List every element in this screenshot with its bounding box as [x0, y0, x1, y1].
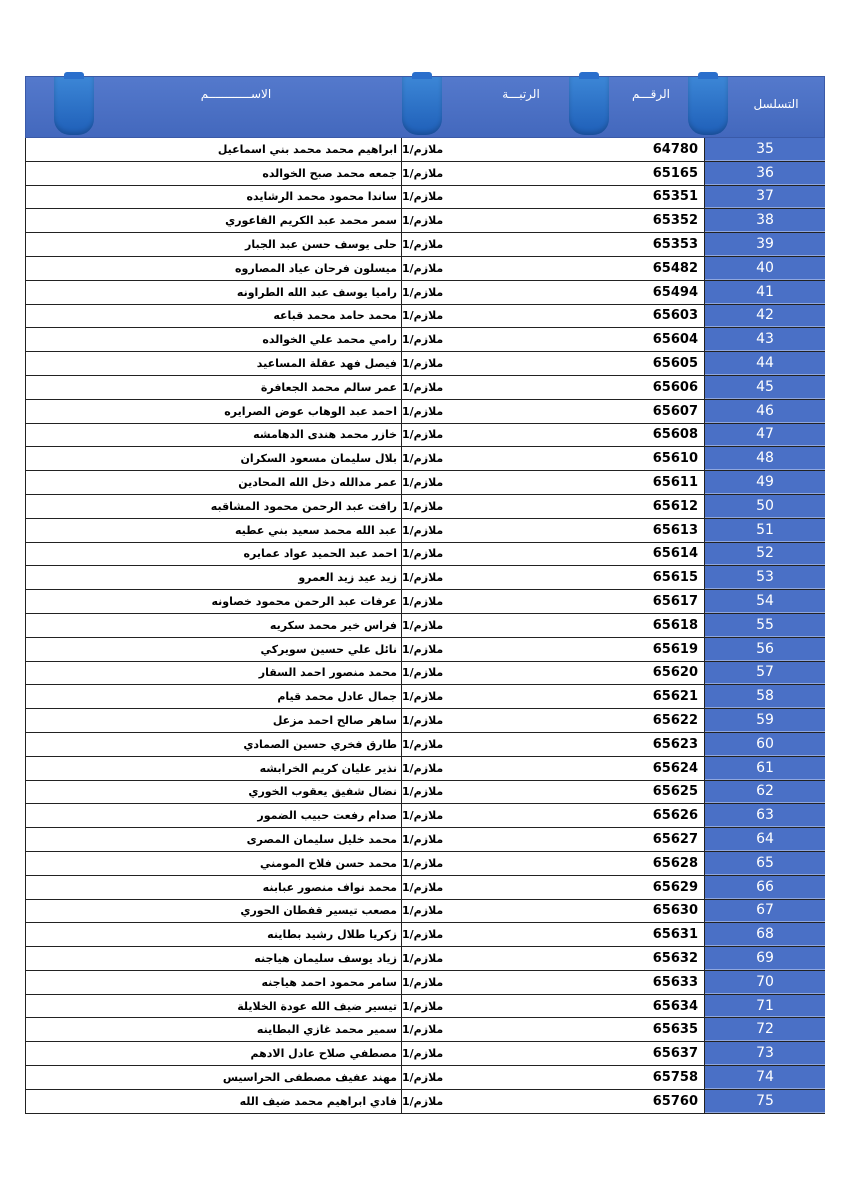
number-cell: 65758: [597, 1066, 705, 1089]
number-cell: 65760: [597, 1090, 705, 1113]
sequence-cell: 72: [705, 1018, 825, 1041]
table-row: [25, 305, 825, 329]
sequence-cell: 43: [705, 328, 825, 351]
table-row: [25, 186, 825, 210]
rank-cell: ملازم/1: [402, 261, 444, 275]
name-cell: ابراهيم محمد محمد بني اسماعيل: [25, 138, 402, 161]
table-row: [25, 662, 825, 686]
name-cell: احمد عبد الوهاب عوض الصرايره: [25, 400, 402, 423]
number-cell: 65619: [597, 638, 705, 661]
number-cell: 65604: [597, 328, 705, 351]
name-cell: محمد حسن فلاح المومني: [25, 852, 402, 875]
table-row: [25, 1042, 825, 1066]
table-row: [25, 400, 825, 424]
sequence-cell: 38: [705, 209, 825, 232]
table-row: [25, 923, 825, 947]
name-cell: نائل علي حسين سويركي: [25, 638, 402, 661]
rank-cell: ملازم/1: [402, 190, 444, 204]
table-row: [25, 424, 825, 448]
number-cell: 65626: [597, 804, 705, 827]
name-cell: زياد يوسف سليمان هياجنه: [25, 947, 402, 970]
rank-cell: ملازم/1: [402, 690, 444, 704]
number-cell: 65637: [597, 1042, 705, 1065]
sequence-cell: 36: [705, 162, 825, 185]
name-cell: راميا يوسف عبد الله الطراونه: [25, 281, 402, 304]
table-row: [25, 257, 825, 281]
sequence-cell: 56: [705, 638, 825, 661]
name-cell: فيصل فهد عقلة المساعيد: [25, 352, 402, 375]
name-cell: محمد نواف منصور عبابنه: [25, 876, 402, 899]
number-cell: 65165: [597, 162, 705, 185]
name-cell: محمد خليل سليمان المصرى: [25, 828, 402, 851]
name-cell: رافت عبد الرحمن محمود المشاقبه: [25, 495, 402, 518]
table-row: [25, 495, 825, 519]
rank-cell: ملازم/1: [402, 499, 444, 513]
rank-cell: ملازم/1: [402, 904, 444, 918]
rank-cell: ملازم/1: [402, 571, 444, 585]
sequence-cell: 65: [705, 852, 825, 875]
rank-cell: ملازم/1: [402, 1070, 444, 1084]
name-cell: سمر محمد عبد الكريم الفاعوري: [25, 209, 402, 232]
name-cell: ميسلون فرحان عياد المصاروه: [25, 257, 402, 280]
table-row: [25, 685, 825, 709]
sequence-cell: 51: [705, 519, 825, 542]
rank-cell: ملازم/1: [402, 380, 444, 394]
table-row: [25, 1018, 825, 1042]
name-cell: زيد عيد زيد العمرو: [25, 566, 402, 589]
rank-cell: ملازم/1: [402, 618, 444, 632]
rank-cell: ملازم/1: [402, 714, 444, 728]
roster-table: [25, 76, 825, 1114]
number-cell: 65605: [597, 352, 705, 375]
name-cell: مصعب تيسير قفطان الحوري: [25, 900, 402, 923]
number-cell: 65620: [597, 662, 705, 685]
table-row: [25, 447, 825, 471]
table-row: [25, 781, 825, 805]
sequence-cell: 37: [705, 186, 825, 209]
name-cell: بلال سليمان مسعود السكران: [25, 447, 402, 470]
sequence-cell: 46: [705, 400, 825, 423]
rank-cell: ملازم/1: [402, 404, 444, 418]
number-cell: 65352: [597, 209, 705, 232]
table-row: [25, 352, 825, 376]
rank-cell: ملازم/1: [402, 999, 444, 1013]
table-row: [25, 328, 825, 352]
rank-cell: ملازم/1: [402, 238, 444, 252]
table-row: [25, 733, 825, 757]
name-cell: عمر سالم محمد الجعافرة: [25, 376, 402, 399]
rank-cell: ملازم/1: [402, 1023, 444, 1037]
name-cell: حلى يوسف حسن عبد الجبار: [25, 233, 402, 256]
table-row: [25, 519, 825, 543]
sequence-cell: 58: [705, 685, 825, 708]
sequence-cell: 54: [705, 590, 825, 613]
number-cell: 65613: [597, 519, 705, 542]
sequence-cell: 45: [705, 376, 825, 399]
table-row: [25, 638, 825, 662]
sequence-cell: 60: [705, 733, 825, 756]
name-cell: نضال شفيق يعقوب الخوري: [25, 781, 402, 804]
name-cell: سامر محمود احمد هياجنه: [25, 971, 402, 994]
sequence-cell: 57: [705, 662, 825, 685]
sequence-cell: 39: [705, 233, 825, 256]
number-cell: 65494: [597, 281, 705, 304]
table-row: [25, 471, 825, 495]
number-cell: 65608: [597, 424, 705, 447]
rank-cell: ملازم/1: [402, 951, 444, 965]
rank-cell: ملازم/1: [402, 214, 444, 228]
sequence-cell: 69: [705, 947, 825, 970]
number-cell: 65631: [597, 923, 705, 946]
sequence-cell: 35: [705, 138, 825, 161]
table-row: [25, 281, 825, 305]
table-row: [25, 209, 825, 233]
rank-cell: ملازم/1: [402, 761, 444, 775]
table-row: [25, 1066, 825, 1090]
number-cell: 65627: [597, 828, 705, 851]
rank-cell: ملازم/1: [402, 333, 444, 347]
name-cell: طارق فخري حسين الصمادي: [25, 733, 402, 756]
header-number: الرقـــم: [632, 87, 670, 101]
number-cell: 65611: [597, 471, 705, 494]
name-cell: نذير عليان كريم الخرابشه: [25, 757, 402, 780]
sequence-cell: 52: [705, 543, 825, 566]
rank-cell: ملازم/1: [402, 476, 444, 490]
rank-cell: ملازم/1: [402, 737, 444, 751]
number-cell: 65618: [597, 614, 705, 637]
rank-cell: ملازم/1: [402, 357, 444, 371]
number-cell: 65615: [597, 566, 705, 589]
name-cell: عمر مدالله دخل الله المحادين: [25, 471, 402, 494]
header-tab-decoration: [402, 77, 442, 135]
number-cell: 65621: [597, 685, 705, 708]
number-cell: 65624: [597, 757, 705, 780]
rank-cell: ملازم/1: [402, 285, 444, 299]
number-cell: 65634: [597, 995, 705, 1018]
number-cell: 65607: [597, 400, 705, 423]
rank-cell: ملازم/1: [402, 166, 444, 180]
header-sequence: التسلسل: [753, 97, 799, 111]
table-row: [25, 590, 825, 614]
name-cell: محمد حامد محمد قباعه: [25, 305, 402, 328]
name-cell: تيسير ضيف الله عودة الخلايلة: [25, 995, 402, 1018]
sequence-cell: 71: [705, 995, 825, 1018]
name-cell: محمد منصور احمد السقار: [25, 662, 402, 685]
sequence-cell: 40: [705, 257, 825, 280]
sequence-cell: 50: [705, 495, 825, 518]
table-row: [25, 233, 825, 257]
table-row: [25, 900, 825, 924]
table-row: [25, 614, 825, 638]
sequence-cell: 68: [705, 923, 825, 946]
rank-cell: ملازم/1: [402, 1094, 444, 1108]
table-row: [25, 876, 825, 900]
name-cell: احمد عبد الحميد عواد عمايره: [25, 543, 402, 566]
sequence-cell: 75: [705, 1090, 825, 1113]
name-cell: مصطفي صلاح عادل الادهم: [25, 1042, 402, 1065]
number-cell: 64780: [597, 138, 705, 161]
name-cell: عرفات عبد الرحمن محمود خصاونه: [25, 590, 402, 613]
sequence-cell: 70: [705, 971, 825, 994]
sequence-cell: 73: [705, 1042, 825, 1065]
name-cell: جمعه محمد صبح الخوالده: [25, 162, 402, 185]
sequence-cell: 49: [705, 471, 825, 494]
sequence-cell: 59: [705, 709, 825, 732]
number-cell: 65482: [597, 257, 705, 280]
number-cell: 65353: [597, 233, 705, 256]
number-cell: 65635: [597, 1018, 705, 1041]
rank-cell: ملازم/1: [402, 785, 444, 799]
number-cell: 65630: [597, 900, 705, 923]
number-cell: 65603: [597, 305, 705, 328]
table-row: [25, 1090, 825, 1114]
name-cell: جمال عادل محمد قيام: [25, 685, 402, 708]
number-cell: 65632: [597, 947, 705, 970]
sequence-cell: 63: [705, 804, 825, 827]
name-cell: زكريا طلال رشيد بطاينه: [25, 923, 402, 946]
sequence-cell: 64: [705, 828, 825, 851]
rank-cell: ملازم/1: [402, 928, 444, 942]
table-row: [25, 376, 825, 400]
table-row: [25, 543, 825, 567]
sequence-cell: 62: [705, 781, 825, 804]
number-cell: 65628: [597, 852, 705, 875]
rank-cell: ملازم/1: [402, 880, 444, 894]
header-name: الاســــــــــــم: [200, 87, 272, 101]
name-cell: سمير محمد غازي البطاينه: [25, 1018, 402, 1041]
table-row: [25, 947, 825, 971]
number-cell: 65612: [597, 495, 705, 518]
table-body: [25, 138, 825, 1114]
table-header: [25, 76, 825, 138]
name-cell: عبد الله محمد سعيد بني عطيه: [25, 519, 402, 542]
number-cell: 65614: [597, 543, 705, 566]
table-row: [25, 804, 825, 828]
rank-cell: ملازم/1: [402, 523, 444, 537]
name-cell: مهند عفيف مصطفى الحراسيس: [25, 1066, 402, 1089]
sequence-cell: 44: [705, 352, 825, 375]
rank-cell: ملازم/1: [402, 428, 444, 442]
sequence-cell: 61: [705, 757, 825, 780]
rank-cell: ملازم/1: [402, 547, 444, 561]
sequence-cell: 47: [705, 424, 825, 447]
number-cell: 65610: [597, 447, 705, 470]
number-cell: 65606: [597, 376, 705, 399]
name-cell: خازر محمد هندى الدهامشه: [25, 424, 402, 447]
sequence-cell: 74: [705, 1066, 825, 1089]
table-row: [25, 162, 825, 186]
rank-cell: ملازم/1: [402, 142, 444, 156]
table-row: [25, 709, 825, 733]
rank-cell: ملازم/1: [402, 452, 444, 466]
header-rank: الرتبـــة: [502, 87, 540, 101]
rank-cell: ملازم/1: [402, 809, 444, 823]
sequence-cell: 53: [705, 566, 825, 589]
sequence-cell: 67: [705, 900, 825, 923]
name-cell: فراس خير محمد سكريه: [25, 614, 402, 637]
rank-cell: ملازم/1: [402, 975, 444, 989]
table-row: [25, 566, 825, 590]
sequence-cell: 48: [705, 447, 825, 470]
table-row: [25, 971, 825, 995]
name-cell: ساهر صالح احمد مزعل: [25, 709, 402, 732]
rank-cell: ملازم/1: [402, 309, 444, 323]
name-cell: رامي محمد علي الخوالده: [25, 328, 402, 351]
table-row: [25, 138, 825, 162]
table-row: [25, 995, 825, 1019]
rank-cell: ملازم/1: [402, 1047, 444, 1061]
rank-cell: ملازم/1: [402, 833, 444, 846]
table-row: [25, 852, 825, 876]
rank-cell: ملازم/1: [402, 595, 444, 609]
table-row: [25, 757, 825, 781]
name-cell: صدام رفعت حبيب الضمور: [25, 804, 402, 827]
number-cell: 65351: [597, 186, 705, 209]
sequence-cell: 66: [705, 876, 825, 899]
sequence-cell: 41: [705, 281, 825, 304]
sequence-cell: 55: [705, 614, 825, 637]
rank-cell: ملازم/1: [402, 666, 444, 680]
number-cell: 65617: [597, 590, 705, 613]
name-cell: فادي ابراهيم محمد ضيف الله: [25, 1090, 402, 1113]
number-cell: 65625: [597, 781, 705, 804]
number-cell: 65623: [597, 733, 705, 756]
name-cell: ساندا محمود محمد الرشايده: [25, 186, 402, 209]
number-cell: 65633: [597, 971, 705, 994]
number-cell: 65622: [597, 709, 705, 732]
rank-cell: ملازم/1: [402, 642, 444, 656]
sequence-cell: 42: [705, 305, 825, 328]
number-cell: 65629: [597, 876, 705, 899]
rank-cell: ملازم/1: [402, 856, 444, 870]
table-row: [25, 828, 825, 852]
